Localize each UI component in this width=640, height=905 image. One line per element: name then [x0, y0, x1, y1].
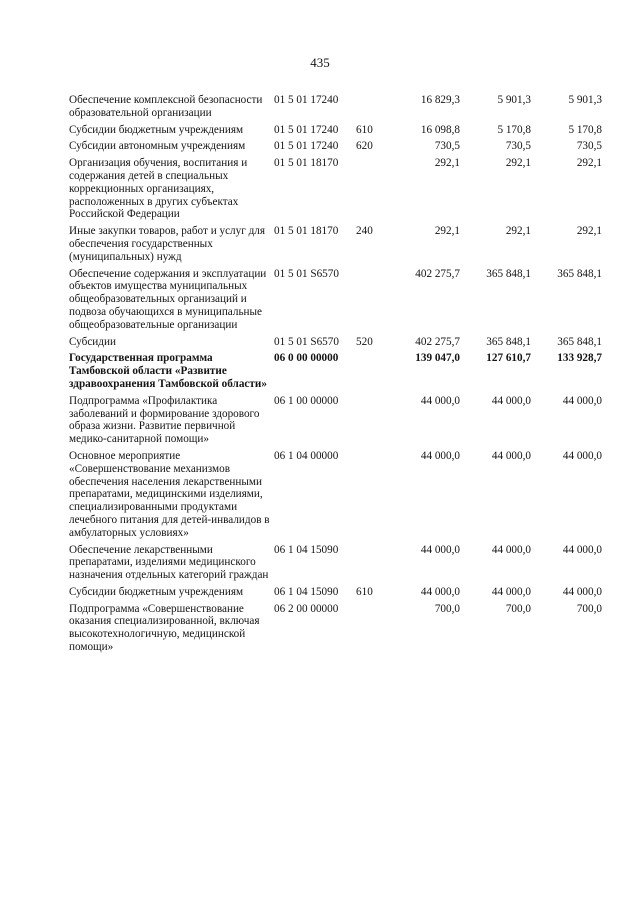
row-name: Обеспечение содержания и эксплуатации объектов имущества муниципальных общеобразовательных организаций и подвоза обучающихся в муниципальные общеобразовательные организации [69, 267, 267, 331]
row-value-1: 44 000,0 [420, 449, 460, 462]
row-value-2: 5 170,8 [497, 123, 531, 136]
row-name: Подпрограмма «Профилактика заболеваний и формирование здорового образа жизни. Развитие первичной медико-санитарной помощи» [69, 394, 260, 446]
row-value-3: 5 901,3 [568, 94, 602, 106]
row-expense-type [356, 603, 386, 658]
row-value-2: 5 901,3 [497, 94, 531, 106]
row-value-1: 402 275,7 [415, 335, 460, 348]
table-row [69, 603, 602, 658]
row-value-2: 44 000,0 [491, 394, 531, 407]
table-row [69, 225, 602, 267]
row-name: Основное мероприятие «Совершенствование механизмов обеспечения населения лекарственными препаратами, медицинскими изделиями, специализированными продуктами лечебного питания для детей-инвалидов в амбулаторных условиях» [69, 449, 270, 539]
row-code: 01 5 01 18170 [274, 225, 339, 238]
table-row [69, 94, 602, 124]
row-expense-type [356, 268, 386, 336]
row-expense-type: 520 [356, 335, 373, 348]
row-expense-type [356, 157, 386, 225]
row-value-2: 292,1 [505, 157, 531, 170]
row-value-3: 292,1 [576, 225, 602, 238]
row-value-3: 365 848,1 [557, 335, 602, 348]
row-value-1: 730,5 [434, 140, 460, 153]
row-name: Обеспечение комплексной безопасности образовательной организации [69, 94, 263, 119]
row-expense-type [356, 352, 386, 394]
budget-table-body [69, 94, 602, 658]
table-row [69, 450, 602, 544]
row-value-2: 44 000,0 [491, 585, 531, 598]
row-value-2: 44 000,0 [491, 449, 531, 462]
row-expense-type: 240 [356, 225, 373, 238]
row-value-1: 292,1 [434, 225, 460, 238]
table-row [69, 544, 602, 586]
row-value-2: 292,1 [505, 225, 531, 238]
row-value-3: 44 000,0 [562, 543, 602, 556]
row-value-2: 365 848,1 [486, 335, 531, 348]
row-expense-type [356, 544, 386, 586]
row-value-3: 730,5 [576, 140, 602, 153]
page-number: 435 [310, 55, 330, 70]
row-name: Иные закупки товаров, работ и услуг для обеспечения государственных (муниципальных) нужд [69, 225, 266, 263]
row-code: 06 1 00 00000 [274, 394, 339, 407]
row-value-2: 700,0 [505, 602, 531, 615]
row-expense-type [356, 450, 386, 544]
table-row [69, 140, 602, 157]
row-name: Подпрограмма «Совершенствование оказания специализированной, включая высокотехнологичную, медицинской помощи» [69, 602, 260, 654]
row-value-2: 365 848,1 [486, 267, 531, 280]
row-value-3: 365 848,1 [557, 267, 602, 280]
row-code: 06 1 04 00000 [274, 449, 339, 462]
row-name: Организация обучения, воспитания и содержания детей в специальных коррекционных организациях, расположенных в других субъектах Российской Федерации [69, 157, 248, 221]
row-value-1: 44 000,0 [420, 543, 460, 556]
row-expense-type: 610 [356, 585, 373, 598]
row-value-3: 5 170,8 [568, 123, 602, 136]
row-value-1: 700,0 [434, 602, 460, 615]
table-row [69, 268, 602, 336]
row-expense-type: 620 [356, 140, 373, 153]
row-value-1: 16 098,8 [420, 123, 460, 136]
row-expense-type: 610 [356, 123, 373, 136]
table-row [69, 395, 602, 450]
budget-table [69, 94, 602, 658]
row-value-3: 292,1 [576, 157, 602, 170]
row-value-1: 292,1 [434, 157, 460, 170]
row-code: 06 0 00 00000 [274, 352, 339, 365]
row-code: 01 5 01 17240 [274, 123, 339, 136]
row-name: Субсидии автономным учреждениям [69, 140, 246, 153]
row-code: 06 1 04 15090 [274, 585, 339, 598]
row-value-3: 700,0 [576, 602, 602, 615]
row-name: Субсидии бюджетным учреждениям [69, 123, 244, 136]
table-row [69, 157, 602, 225]
table-row [69, 124, 602, 141]
row-name: Обеспечение лекарственными препаратами, изделиями медицинского назначения отдельных категорий граждан [69, 543, 269, 582]
row-expense-type [356, 94, 386, 124]
table-row [69, 336, 602, 353]
row-name: Субсидии [69, 335, 116, 348]
table-row [69, 352, 602, 394]
row-value-2: 44 000,0 [491, 543, 531, 556]
row-value-1: 16 829,3 [420, 94, 460, 106]
row-code: 01 5 01 17240 [274, 94, 339, 106]
row-code: 01 5 01 17240 [274, 140, 339, 153]
row-name: Субсидии бюджетным учреждениям [69, 585, 244, 598]
row-code: 01 5 01 18170 [274, 157, 339, 170]
row-code: 01 5 01 S6570 [274, 267, 339, 280]
row-expense-type [356, 395, 386, 450]
row-value-1: 402 275,7 [415, 267, 460, 280]
row-value-1: 44 000,0 [420, 394, 460, 407]
row-code: 06 1 04 15090 [274, 543, 339, 556]
row-value-2: 127 610,7 [486, 352, 531, 365]
row-value-3: 44 000,0 [562, 585, 602, 598]
row-value-1: 139 047,0 [415, 352, 460, 365]
row-value-2: 730,5 [505, 140, 531, 153]
row-code: 01 5 01 S6570 [274, 335, 339, 348]
row-value-3: 44 000,0 [562, 449, 602, 462]
row-value-3: 44 000,0 [562, 394, 602, 407]
table-row [69, 586, 602, 603]
row-name: Государственная программа Тамбовской области «Развитие здравоохранения Тамбовской области» [69, 352, 267, 390]
row-value-3: 133 928,7 [557, 352, 602, 365]
row-value-1: 44 000,0 [420, 585, 460, 598]
row-code: 06 2 00 00000 [274, 602, 339, 615]
